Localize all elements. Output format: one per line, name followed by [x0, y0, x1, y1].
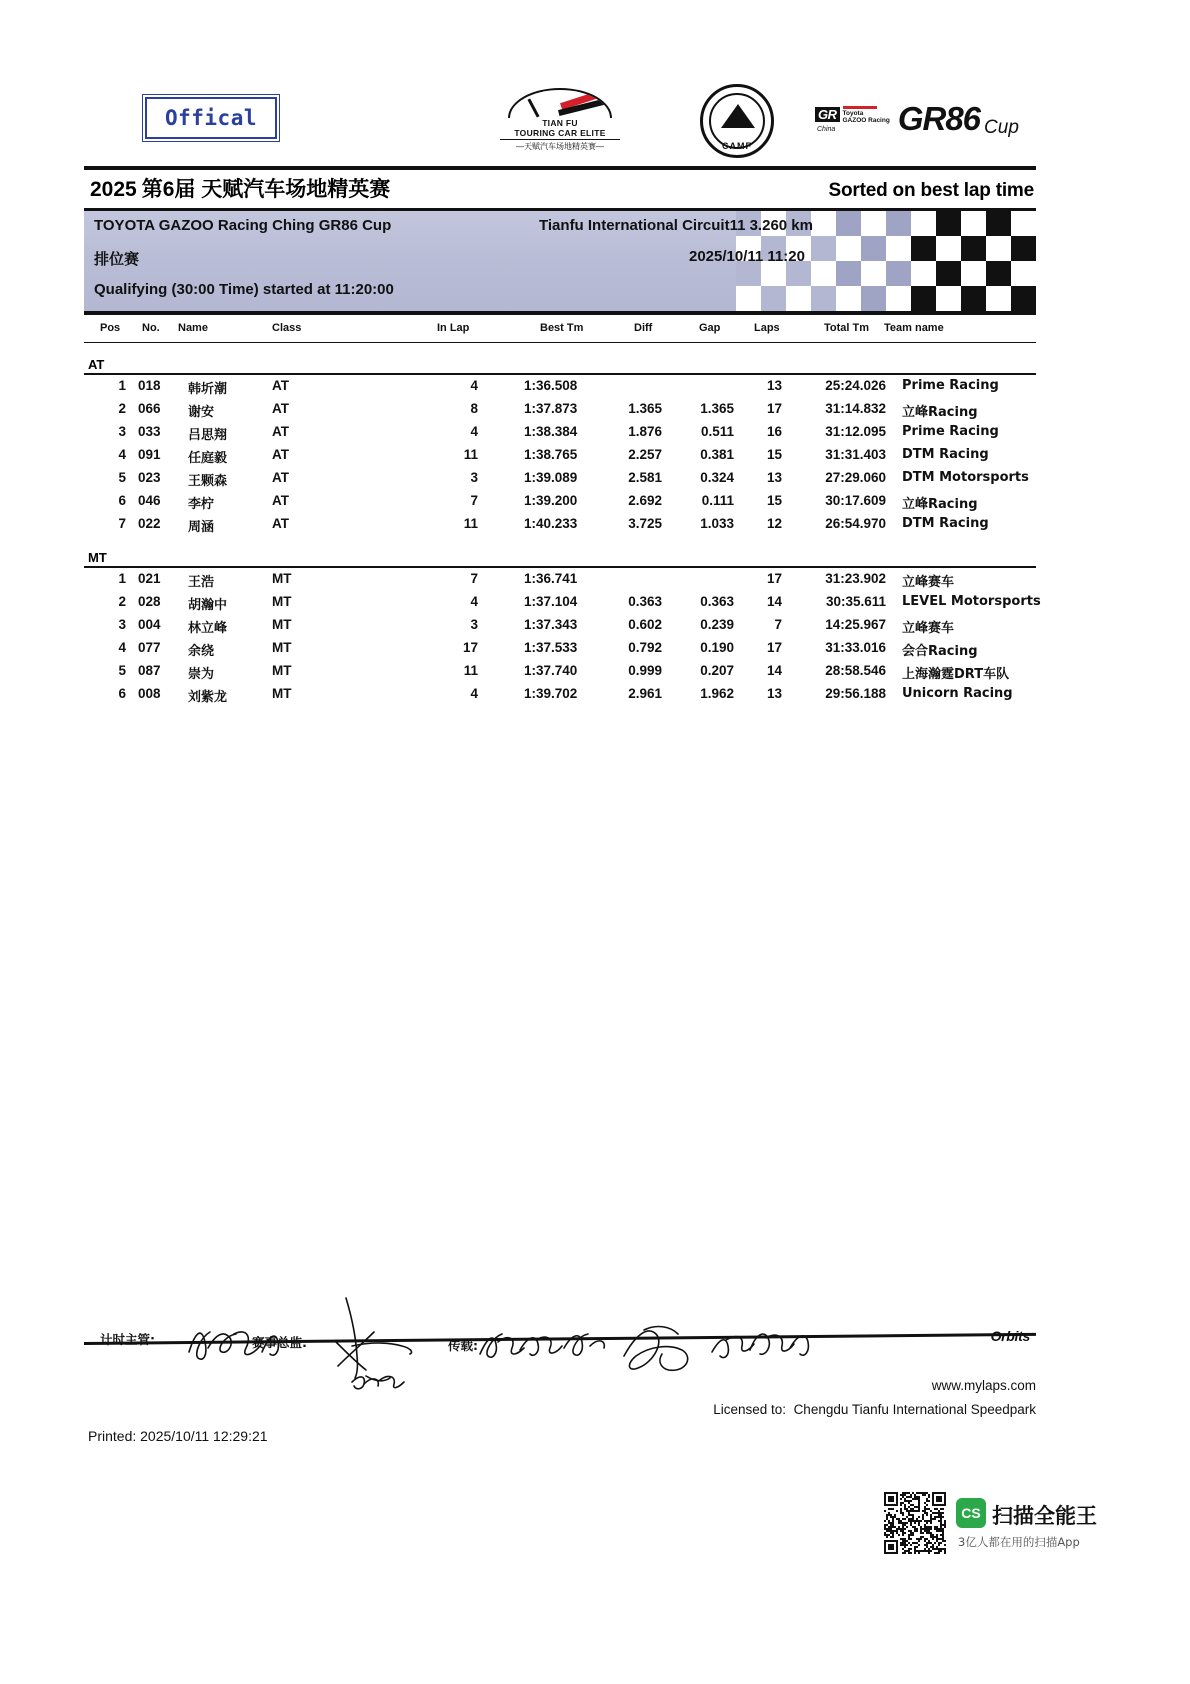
official-stamp: [145, 97, 277, 139]
cell-best-tm: 1:37.343: [524, 617, 578, 633]
gr86-model-text: GR86: [897, 100, 981, 137]
cell-team: Prime Racing: [902, 424, 999, 440]
checker-cell: [911, 236, 936, 261]
cell-diff: 3.725: [628, 516, 662, 532]
cell-name: 吕思翔: [188, 428, 228, 444]
checker-cell: [961, 211, 986, 236]
cell-class: MT: [272, 594, 292, 610]
cell-team: Prime Racing: [902, 378, 999, 394]
cell-pos: 4: [118, 640, 126, 656]
checker-cell: [936, 261, 961, 286]
cell-name: 谢安: [188, 405, 215, 421]
cell-pos: 2: [118, 401, 126, 417]
cell-diff: 2.961: [628, 686, 662, 702]
cell-pos: 1: [118, 378, 126, 394]
cell-in-lap: 8: [470, 401, 478, 417]
cell-no: 018: [138, 378, 161, 394]
cell-diff: 0.999: [628, 663, 662, 679]
checker-cell: [911, 261, 936, 286]
camscanner-subtitle: 3亿人都在用的扫描App: [958, 1535, 1080, 1549]
cell-gap: 1.033: [700, 516, 734, 532]
column-header-best-tm: Best Tm: [540, 321, 584, 334]
cell-gap: 0.363: [700, 594, 734, 610]
class-group: [84, 550, 1041, 706]
speedometer-needle-icon: [527, 98, 539, 117]
cell-total-tm: 14:25.967: [825, 617, 886, 633]
cell-diff: 2.257: [628, 447, 662, 463]
results-table: [84, 357, 1041, 706]
table-row: [84, 490, 1036, 513]
cell-total-tm: 28:58.546: [825, 663, 886, 679]
cell-laps: 7: [774, 617, 782, 633]
checker-cell: [811, 211, 836, 236]
cell-team: Unicorn Racing: [902, 686, 1013, 702]
cell-pos: 5: [118, 663, 126, 679]
cell-laps: 16: [766, 424, 782, 440]
cell-laps: 15: [766, 447, 782, 463]
cell-laps: 17: [766, 401, 782, 417]
checker-cell: [836, 236, 861, 261]
cell-best-tm: 1:37.104: [524, 594, 578, 610]
printed-timestamp: Printed: 2025/10/11 12:29:21: [88, 1428, 268, 1444]
table-row: [84, 683, 1036, 706]
checker-cell: [861, 261, 886, 286]
checker-cell: [886, 286, 911, 311]
cell-no: 022: [138, 516, 161, 532]
checker-cell: [886, 261, 911, 286]
cell-gap: 1.365: [700, 401, 734, 417]
checker-cell: [936, 236, 961, 261]
mylaps-website: www.mylaps.com: [931, 1378, 1036, 1393]
cell-laps: 13: [766, 470, 782, 486]
column-header-pos: Pos: [100, 321, 121, 334]
cell-laps: 13: [766, 378, 782, 394]
column-header-class: Class: [272, 321, 302, 334]
toyota-line1: Toyota: [842, 109, 864, 117]
class-group: [84, 357, 1036, 536]
cell-total-tm: 31:23.902: [825, 571, 886, 587]
cell-gap: 0.324: [700, 470, 734, 486]
cell-best-tm: 1:36.741: [524, 571, 578, 587]
cell-diff: 1.876: [628, 424, 662, 440]
checker-cell: [986, 286, 1011, 311]
cell-best-tm: 1:38.384: [524, 424, 578, 440]
cell-diff: 0.792: [628, 640, 662, 656]
cell-no: 077: [138, 640, 161, 656]
table-row: [84, 375, 1036, 398]
cell-total-tm: 31:12.095: [825, 424, 886, 440]
gr86-cup-text: Cup: [984, 117, 1019, 138]
cell-total-tm: 29:56.188: [825, 686, 886, 702]
tianfu-touring-car-elite-logo: [500, 88, 620, 160]
checker-cell: [961, 286, 986, 311]
cell-gap: 0.381: [700, 447, 734, 463]
cell-laps: 17: [766, 571, 782, 587]
toyota-gazoo-racing-text: [843, 106, 890, 124]
cell-team: 上海瀚霆DRT车队: [902, 667, 1010, 683]
cell-total-tm: 31:31.403: [825, 447, 886, 463]
cell-best-tm: 1:39.089: [524, 470, 578, 486]
cell-class: AT: [272, 401, 289, 417]
cell-team: 会合Racing: [902, 644, 978, 660]
cell-class: MT: [272, 663, 292, 679]
cell-team: 立峰赛车: [902, 575, 955, 591]
cell-best-tm: 1:39.200: [524, 493, 578, 509]
checker-cell: [886, 236, 911, 261]
cell-class: MT: [272, 640, 292, 656]
cell-no: 008: [138, 686, 161, 702]
divider-under-columns: [84, 342, 1036, 344]
race-director-label: 赛事总监:: [252, 1335, 307, 1350]
cell-diff: 0.363: [628, 594, 662, 610]
red-bar-icon: [843, 106, 877, 109]
column-header-row: [84, 322, 1036, 342]
checker-cell: [861, 286, 886, 311]
cell-laps: 14: [766, 663, 782, 679]
column-header-total-tm: Total Tm: [824, 321, 870, 334]
table-row: [84, 591, 1041, 614]
table-row: [84, 398, 1036, 421]
cell-best-tm: 1:40.233: [524, 516, 578, 532]
column-header-diff: Diff: [634, 321, 653, 334]
checker-cell: [1011, 236, 1036, 261]
cell-class: AT: [272, 424, 289, 440]
checker-cell: [761, 286, 786, 311]
cell-no: 066: [138, 401, 161, 417]
cell-name: 胡瀚中: [188, 598, 228, 614]
cell-pos: 6: [118, 493, 126, 509]
licensed-to-label: Licensed to:: [713, 1402, 787, 1417]
cell-total-tm: 27:29.060: [825, 470, 886, 486]
checker-cell: [936, 286, 961, 311]
cell-team: LEVEL Motorsports: [902, 594, 1041, 610]
cell-pos: 7: [118, 516, 126, 532]
session-name-cn: 排位赛: [94, 250, 140, 268]
cell-pos: 4: [118, 447, 126, 463]
checker-cell: [836, 211, 861, 236]
cell-no: 046: [138, 493, 161, 509]
title-row: [84, 170, 1036, 208]
cell-name: 崇为: [188, 667, 215, 683]
cell-team: 立峰赛车: [902, 621, 955, 637]
cell-best-tm: 1:39.702: [524, 686, 578, 702]
session-name-en: Qualifying (30:00 Time) started at 11:20:00: [94, 280, 394, 298]
camscanner-title: 扫描全能王: [992, 1504, 1097, 1528]
checker-cell: [811, 286, 836, 311]
cell-in-lap: 4: [470, 594, 478, 610]
tianfu-logo-line2: TOURING CAR ELITE: [514, 128, 606, 138]
gr-badge: [815, 106, 890, 133]
cell-in-lap: 3: [470, 617, 478, 633]
cell-class: MT: [272, 571, 292, 587]
checker-cell: [1011, 261, 1036, 286]
cell-no: 023: [138, 470, 161, 486]
cell-name: 任庭毅: [188, 451, 228, 467]
orbits-logo: Orbits: [990, 1328, 1030, 1344]
checker-cell: [1011, 286, 1036, 311]
page-title: [90, 173, 390, 203]
cell-class: AT: [272, 470, 289, 486]
licensed-to-value: Chengdu Tianfu International Speedpark: [793, 1402, 1036, 1417]
cell-diff: 2.692: [628, 493, 662, 509]
cell-class: AT: [272, 447, 289, 463]
camscanner-watermark: [884, 1492, 1134, 1556]
table-row: [84, 421, 1036, 444]
checker-cell: [961, 261, 986, 286]
cell-in-lap: 3: [470, 470, 478, 486]
class-group-label: AT: [88, 357, 105, 373]
cell-gap: 0.207: [700, 663, 734, 679]
cell-no: 021: [138, 571, 161, 587]
table-row: [84, 568, 1036, 591]
checker-cell: [911, 286, 936, 311]
cell-no: 087: [138, 663, 161, 679]
cell-in-lap: 7: [470, 571, 478, 587]
sorted-by-label: Sorted on best lap time: [828, 180, 1034, 201]
checker-cell: [936, 211, 961, 236]
column-header-laps: Laps: [754, 321, 780, 334]
class-group-label: MT: [88, 550, 107, 566]
cell-name: 林立峰: [188, 621, 228, 637]
cell-diff: 1.365: [628, 401, 662, 417]
cell-pos: 3: [118, 424, 126, 440]
table-row: [84, 637, 1036, 660]
gr-badge-top: [815, 106, 890, 124]
cell-gap: 1.962: [700, 686, 734, 702]
checker-cell: [836, 286, 861, 311]
cell-total-tm: 30:35.611: [825, 594, 886, 610]
cell-diff: 0.602: [628, 617, 662, 633]
checker-cell: [986, 261, 1011, 286]
checker-cell: [811, 236, 836, 261]
cell-laps: 15: [766, 493, 782, 509]
cell-name: 李柠: [188, 497, 215, 513]
cell-in-lap: 4: [470, 378, 478, 394]
series-name: TOYOTA GAZOO Racing Ching GR86 Cup: [94, 216, 392, 234]
checker-cell: [986, 236, 1011, 261]
cell-class: AT: [272, 516, 289, 532]
cell-laps: 13: [766, 686, 782, 702]
cell-team: 立峰Racing: [902, 405, 978, 421]
cell-in-lap: 7: [470, 493, 478, 509]
session-datetime: 2025/10/11 11:20: [689, 247, 805, 265]
checker-cell: [961, 236, 986, 261]
cell-name: 余绕: [188, 644, 215, 660]
cell-in-lap: 4: [470, 424, 478, 440]
cell-no: 091: [138, 447, 161, 463]
cell-team: 立峰Racing: [902, 497, 978, 513]
checker-cell: [886, 211, 911, 236]
mountain-icon: [721, 104, 755, 128]
cell-laps: 17: [766, 640, 782, 656]
cell-pos: 3: [118, 617, 126, 633]
gr86-cup-logo: [815, 96, 1019, 142]
table-row: [84, 467, 1036, 490]
tianfu-logo-line1: TIAN FU: [542, 118, 578, 128]
signature-divider: [84, 1333, 1036, 1345]
cell-pos: 2: [118, 594, 126, 610]
table-row: [84, 614, 1036, 637]
cell-in-lap: 11: [463, 516, 478, 532]
licensed-to-line: [84, 1402, 1038, 1417]
table-row: [84, 513, 1036, 536]
column-header-gap: Gap: [699, 321, 721, 334]
divider-under-info: [84, 311, 1036, 315]
cell-pos: 6: [118, 686, 126, 702]
checker-cell: [986, 211, 1011, 236]
table-row: [84, 444, 1036, 467]
title-year: 2025: [90, 178, 137, 201]
qr-code-icon: [884, 1492, 946, 1554]
cell-best-tm: 1:37.533: [524, 640, 578, 656]
cell-team: DTM Motorsports: [902, 470, 1029, 486]
official-stamp-label: Offical: [164, 106, 257, 130]
cell-laps: 12: [766, 516, 782, 532]
results-sheet: [84, 166, 1041, 706]
column-header-name: Name: [178, 321, 208, 334]
toyota-line2: GAZOO Racing: [842, 116, 890, 124]
column-header-no: No.: [142, 321, 160, 334]
cell-team: DTM Racing: [902, 516, 989, 532]
cell-in-lap: 17: [462, 640, 478, 656]
cell-best-tm: 1:37.873: [524, 401, 578, 417]
column-header-team: Team name: [884, 321, 944, 334]
cell-pos: 1: [118, 571, 126, 587]
scrutineer-label: 传载:: [448, 1338, 478, 1353]
cell-diff: 2.581: [628, 470, 662, 486]
cell-in-lap: 4: [470, 686, 478, 702]
cell-best-tm: 1:36.508: [524, 378, 578, 394]
cell-team: DTM Racing: [902, 447, 989, 463]
cell-name: 王浩: [188, 575, 215, 591]
column-header-in-lap: In Lap: [437, 321, 470, 334]
checker-cell: [786, 286, 811, 311]
gr-mark: GR: [815, 107, 840, 122]
cell-best-tm: 1:38.765: [524, 447, 578, 463]
checker-cell: [811, 261, 836, 286]
cell-total-tm: 31:14.832: [825, 401, 886, 417]
cell-in-lap: 11: [463, 663, 478, 679]
checker-cell: [861, 211, 886, 236]
cell-gap: 0.190: [700, 640, 734, 656]
cell-total-tm: 31:33.016: [825, 640, 886, 656]
circuit-info: Tianfu International Circuit11 3.260 km: [539, 216, 813, 234]
cell-class: MT: [272, 617, 292, 633]
cell-pos: 5: [118, 470, 126, 486]
timing-chief-label: 计时主管:: [100, 1332, 155, 1347]
speedometer-arc-icon: [508, 88, 612, 118]
cell-total-tm: 30:17.609: [825, 493, 886, 509]
cell-class: AT: [272, 378, 289, 394]
title-event: 第6届 天赋汽车场地精英赛: [141, 178, 391, 201]
cell-name: 周涵: [188, 520, 215, 536]
cell-laps: 14: [766, 594, 782, 610]
cell-in-lap: 11: [463, 447, 478, 463]
gr-china-label: China: [817, 125, 836, 133]
camf-logo: [700, 84, 774, 158]
checker-cell: [861, 236, 886, 261]
cell-name: 刘紫龙: [188, 690, 228, 706]
checker-cell: [836, 261, 861, 286]
cell-no: 028: [138, 594, 161, 610]
cell-name: 王颗森: [188, 474, 228, 490]
checker-cell: [736, 286, 761, 311]
checker-cell: [911, 211, 936, 236]
cell-gap: 0.511: [700, 424, 734, 440]
checker-cell: [1011, 211, 1036, 236]
cell-name: 韩圻潮: [188, 382, 228, 398]
camscanner-badge: CS: [956, 1498, 986, 1528]
cell-gap: 0.239: [700, 617, 734, 633]
cell-total-tm: 25:24.026: [825, 378, 886, 394]
cell-no: 004: [138, 617, 161, 633]
cell-class: AT: [272, 493, 289, 509]
table-row: [84, 660, 1036, 683]
cell-best-tm: 1:37.740: [524, 663, 578, 679]
cell-class: MT: [272, 686, 292, 702]
cell-no: 033: [138, 424, 161, 440]
cell-gap: 0.111: [701, 493, 734, 509]
cell-total-tm: 26:54.970: [825, 516, 886, 532]
tianfu-logo-chinese: —天赋汽车场地精英赛—: [500, 139, 620, 152]
header-logo-band: [0, 40, 1190, 150]
camf-label: CAMF: [722, 141, 752, 151]
event-info-band: [84, 211, 1036, 311]
